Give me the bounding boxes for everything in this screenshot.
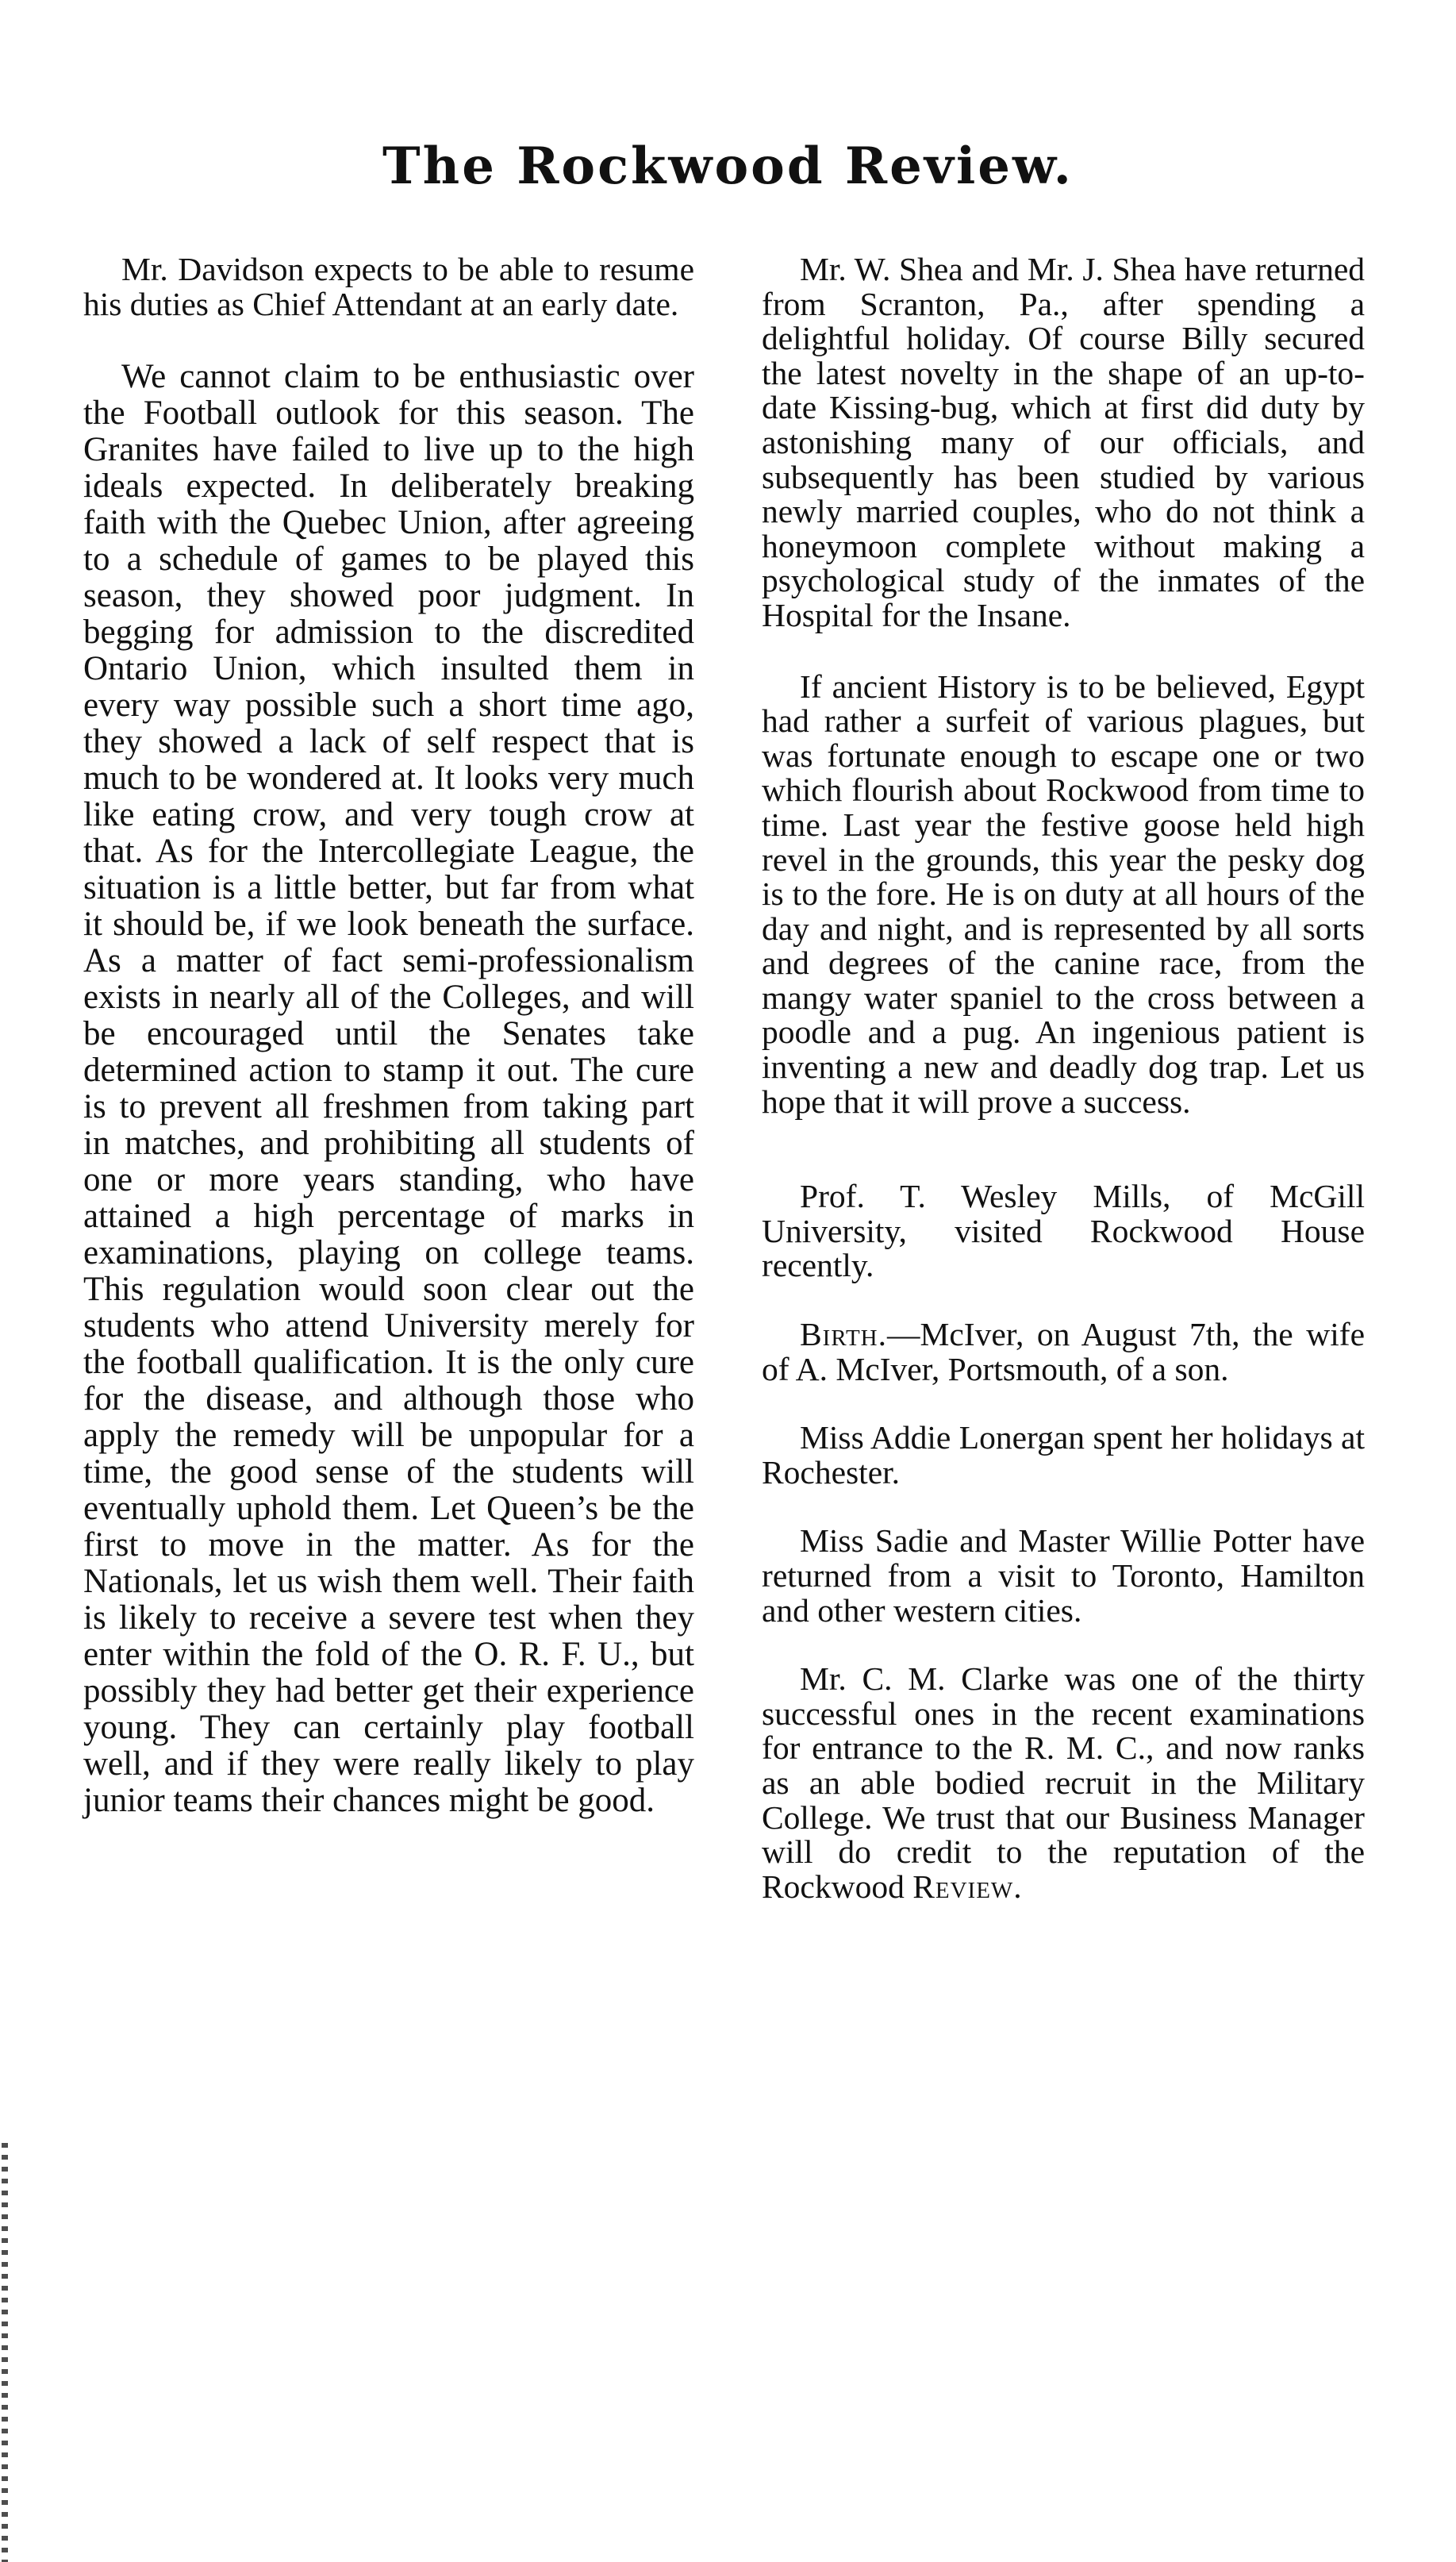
clarke-review: Review. — [912, 1868, 1023, 1905]
paragraph-history: If ancient History is to be believed, Egypt had rather a surfeit of various plagues, but was fortunate enough to escape one or two which flourish about Rockwood from time to time. Last year the festive goose held high revel in the grounds, this year the pesky dog is to the fore. He is on duty at all hours of the day and night, and is represented by all sorts and degrees of the canine race, from the mangy water spaniel to the cross between a poodle and a pug. An ingenious patient is inventing a new and deadly dog trap. Let us hope that it will prove a success. — [762, 667, 1365, 1120]
paragraph-lonergan: Miss Addie Lonergan spent her holidays at Rochester. — [762, 1419, 1365, 1491]
left-column — [83, 252, 694, 1819]
paragraph-clarke — [762, 1662, 1365, 1904]
clarke-text: Mr. C. M. Clarke was one of the thirty successful ones in the recent examinations for entrance to the R. M. C., and now ranks as an able bodied recruit in the Military College. We trust that our Business Manager will do credit to the reputation of the Rockwood — [762, 1660, 1365, 1905]
paragraph-birth — [762, 1318, 1365, 1387]
birth-label: Birth. — [800, 1316, 887, 1353]
masthead-title: The Rockwood Review. — [382, 137, 1074, 196]
paragraph-davidson: Mr. Davidson expects to be able to resume his duties as Chief Attendant at an early date. — [83, 251, 694, 322]
birth-text: —McIver, on August 7th, the wife of A. McIver, Portsmouth, of a son. — [762, 1316, 1365, 1387]
paragraph-shea: Mr. W. Shea and Mr. J. Shea have returned from Scranton, Pa., after spending a delightful holiday. Of course Billy secured the latest novelty in the shape of an up-to-date Kissing-bug, which at first did duty by astonishing many of our officials, and subsequently has been studied by various newly married couples, who do not think a honeymoon complete without making a psychological study of the inmates of the Hospital for the Insane. — [762, 251, 1365, 633]
right-column — [762, 252, 1365, 1904]
paragraph-football: We cannot claim to be enthusiastic over the Football outlook for this season. The Granites have failed to live up to the high ideals expected. In deliberately breaking faith with the Quebec Union, after agreeing to a schedule of games to be played this season, they showed poor judgment. In begging for admission to the discredited Ontario Union, which insulted them in every way possible such a short time ago, they showed a lack of self respect that is much to be wondered at. It looks very much like eating crow, and very tough crow at that. As for the Intercollegiate League, the situation is a little better, but far from what it should be, if we look beneath the surface. As a matter of fact semi-professionalism exists in nearly all of the Colleges, and will be encouraged until the Senates take determined action to stamp it out. The cure is to prevent all freshmen from taking part in matches, and prohibiting all students of one or more years standing, who have attained a high percentage of marks in examinations, playing on college teams. This regulation would soon clear out the students who attend University merely for the football qualification. It is the only cure for the disease, and although those who apply the remedy will be unpopular for a time, the good sense of the students will eventually uphold them. Let Queen’s be the first to move in the matter. As for the Nationals, let us wish them well. Their faith is likely to receive a severe test when they enter within the fold of the O. R. F. U., but possibly they had better get their experience young. They can certainly play football well, and if they were really likely to play junior teams their chances might be good. — [83, 358, 694, 1820]
paragraph-potter: Miss Sadie and Master Willie Potter have returned from a visit to Toronto, Hamilton and other western cities. — [762, 1522, 1365, 1629]
binding-edge-mark — [2, 2143, 8, 2562]
paragraph-mills: Prof. T. Wesley Mills, of McGill University, visited Rockwood House recently. — [762, 1178, 1365, 1284]
